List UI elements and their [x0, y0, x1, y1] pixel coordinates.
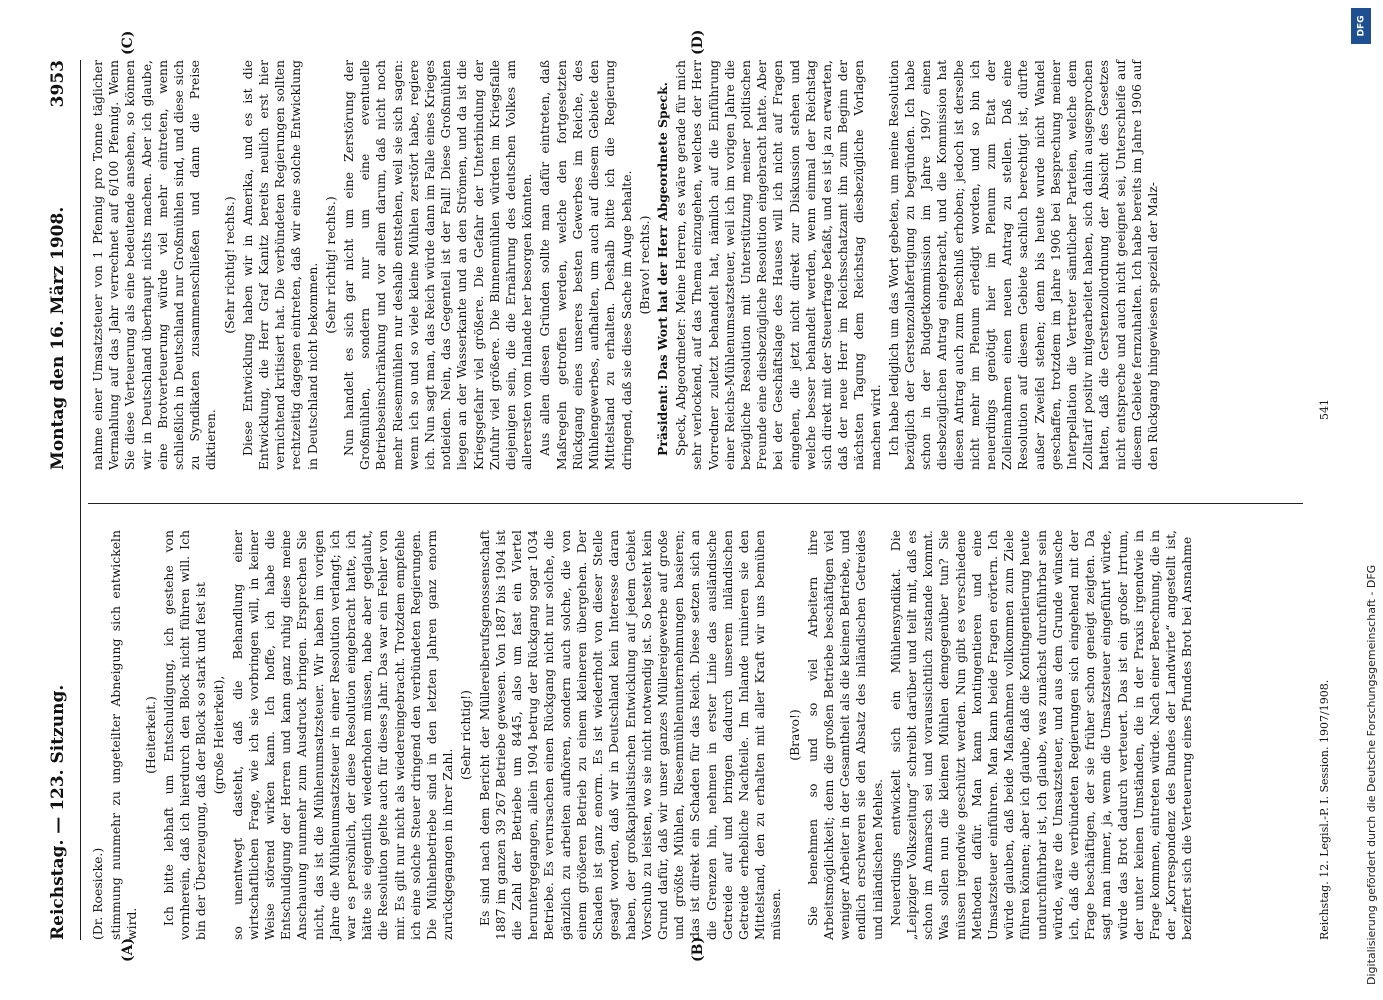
- paragraph: stimmung nunmehr zu ungeteilter Abneigung sich entwickeln wird.: [108, 530, 140, 940]
- header-rule: [80, 60, 81, 940]
- paragraph: Speck, Abgeordneter: Meine Herren, es wäre gerade für mich sehr verlockend, auf das Thema einzugehen, welches der Herr Vorredner zuletzt behandelt hat, nämlich auf die Einführung einer Reichs-Mühlenumsatzsteuer, weil ich im vorigen Jahre die bezügliche Resolution mit Unterstützung meiner politischen Freunde eine diesbezügliche Resolution eingebracht hatte. Aber bei der Geschäftslage des Hauses will ich nicht auf Fragen eingehen, die jetzt nicht direkt zur Diskussion stehen und welche besser behandelt werden, wenn einmal der Reichstag sich direkt mit der Steuerfrage befaßt, und es ist ja zu erwarten, daß der neue Herr im Reichsschatzamt ihn zum Beginn der nächsten Tagung dem Reichstag diesbezügliche Vorlagen machen wird.: [673, 60, 883, 470]
- paragraph: Ich habe lediglich um das Wort gebeten, um meine Resolution bezüglich der Gerstenzollabfertigung zu begründen. Ich habe schon in der Budgetkommission im Jahre 1907 einen diesbezüglichen Antrag eingebracht, und die Kommission hat diesen Antrag auch zum Beschluß erhoben; jedoch ist derselbe nicht mehr im Plenum erledigt worden, und so bin ich neuerdings genötigt hier im Plenum zum Etat der Zolleinnahmen einen neuen Antrag zu stellen. Daß eine Resolution auf diesem Gebiete sachlich berechtigt ist, dürfte außer Zweifel stehen; denn bis heute wurde nicht Wandel geschaffen, trotzdem im Jahre 1906 bei Besprechung meiner Interpellation die Vertreter sämtlicher Parteien, welche dem Zolltarif positiv mitgearbeitet haben, sich dahin ausgesprochen hatten, daß die Gerstenzollordnung der Absicht des Gesetzes nicht entspreche und auch nicht geeignet sei, Unterschleife auf diesem Gebiete fernzuhalten. Ich habe bereits im Jahre 1906 auf den Rückgang hingewiesen speziell der Malz-: [885, 60, 1160, 470]
- interjection: (Bravo! rechts.): [636, 215, 652, 315]
- paragraph: Sie benehmen so und so viel Arbeitern ihre Arbeitsmöglichkeit; denn die großen Betriebe beschäftigen viel weniger Arbeiter in der Gesamtheit als die kleinen Betriebe, und endlich erschweren sie den Absatz des inländischen Getreides und inländischen Mehles.: [804, 530, 885, 940]
- paragraph: Es sind nach dem Bericht der Müllereiberufsgenossenschaft 1887 im ganzen 39 267 Betriebe gewesen. Von 1887 bis 1904 ist die Zahl der Betriebe um 8445, also um fast ein Viertel heruntergegangen, allein 1904 betrug der Rückgang sogar 1034 Betriebe. Es verursachen einen Rückgang nicht nur solche, die gänzlich zu arbeiten aufhören, sondern auch solche, die von einem größeren Betrieb zu einem kleineren übergehen. Der Schaden ist ganz enorm. Es ist wiederholt von dieser Stelle gesagt worden, daß wir in Deutschland kein Interesse daran haben, der großkapitalistischen Entwicklung auf jedem Gebiet Vorschub zu leisten, wo sie nicht notwendig ist. So besteht kein Grund dafür, daß wir unser ganzes Müllereigewerbe auf große und größte Mühlen, Riesenmühlenunternehmungen basieren; das ist direkt ein Schaden für das Reich. Diese setzen sich an die Grenzen hin, nehmen in erster Linie das ausländische Getreide auf und bringen dadurch unserem inländischen Getreide erhebliche Nachteile. Im Inlande ruinieren sie den Mittelstand, den zu erhalten mit aller Kraft wir uns bemühen müssen.: [476, 530, 784, 940]
- president-speech: Präsident: Das Wort hat der Herr Abgeordnete Speck.: [654, 82, 670, 456]
- column-divider: [88, 503, 1303, 504]
- margin-marker-a: (A): [120, 937, 136, 962]
- digitization-stamp: [1341, 0, 1378, 1000]
- dfg-logo: [1351, 8, 1371, 44]
- dfg-logo-text: DFG: [1356, 15, 1367, 37]
- paragraph: nahme einer Umsatzsteuer von 1 Pfennig pro Tonne täglicher Vermahlung auf das Jahr verrechnet auf 6/100 Pfennig. Wenn Sie diese Verteuerung als eine bedeutende ansehen, so können wir in Deutschland überhaupt nichts machen. Aber ich glaube, eine Brotverteuerung würde viel mehr eintreten, wenn schließlich in Deutschland nur Großmühlen sind, und diese sich zu Syndikaten zusammenschließen und dann die Preise diktieren.: [90, 60, 219, 470]
- header-page-number: 3953: [48, 60, 68, 108]
- speaker-attribution: (Dr. Roesicke.): [90, 847, 105, 940]
- interjection: (Sehr richtig!): [458, 690, 474, 780]
- interjection: (Sehr richtig! rechts.): [322, 196, 338, 334]
- margin-marker-c: (C): [120, 30, 136, 55]
- page-header: [40, 60, 76, 940]
- header-session: Reichstag. — 123. Sitzung.: [48, 684, 68, 940]
- margin-marker-d: (D): [690, 29, 706, 55]
- left-column: [90, 530, 1300, 940]
- paragraph: Aus allen diesen Gründen sollte man dafür eintreten, daß Maßregeln getroffen werden, welche den fortgesetzten Rückgang eines unseres besten Gewerbes im Reiche, des Mühlengewerbes, aufhalten, um auch auf diesem Gebiete den Mittelstand zu erhalten. Deshalb bitte ich die Regierung dringend, daß sie diese Sache im Auge behalte.: [537, 60, 634, 470]
- paragraph: Neuerdings entwickelt sich ein Mühlensyndikat. Die „Leipziger Volkszeitung“ schreibt darüber und teilt mit, daß es schon im Anmarsch sei und voraussichtlich zustande kommt. Was sollen nun die kleinen Mühlen demgegenüber tun? Sie müssen irgendwie geschützt werden. Nun gibt es verschiedene Methoden dafür. Man kann kontingentieren und eine Umsatzsteuer einführen. Man kann beide Fragen erörtern. Ich würde glauben, daß beide Maßnahmen vollkommen zum Ziele führen können; aber ich glaube, daß die Kontingentierung heute undurchführbar ist, ich glaube, was zunächst durchführbar sein würde, wäre die Umsatzsteuer, und aus dem Grunde wünsche ich, daß die verbündeten Regierungen sich eingehend mit der Frage beschäftigen, der sie früher schon geneigt zeigten. Da sagt man immer, ja, wenn die Umsatzsteuer eingeführt würde, würde das Brot dadurch verteuert. Das ist ein großer Irrtum, der unter keinen Umständen, die in der Praxis irgendwie in Frage kommen, eintreten würde. Nach einer Berechnung, die in der „Korrespondenz des Bundes der Landwirte“ angestellt ist, beziffert sich die Verteuerung eines Pfundes Brot bei Ansnahme: [887, 530, 1195, 940]
- interjection: (Sehr richtig! rechts.): [221, 196, 237, 334]
- interjection: (große Heiterkeit),: [211, 675, 227, 795]
- paragraph: so unentwegt dasteht, daß die Behandlung einer wirtschaftlichen Frage, wie ich sie vorbringen will, in keiner Weise störend wirken kann. Ich hoffe, ich habe die Entschuldigung der Herren und kann ganz ruhig diese meine Anschauung nunmehr zum Ausdruck bringen. Ersprechen Sie nicht, das ist die Mühlenumsatzsteuer. Wir haben im vorigen Jahre die Mühlenumsatzsteuer in einer Resolution verlangt; ich war es persönlich, der diese Resolution eingebracht hatte, ich hätte sie eigentlich wiederholen müssen, habe aber geglaubt, die Resolution gelte auch für dieses Jahr. Das war ein Fehler von mir. Es gilt nur nicht als wiedereingebracht. Trotzdem empfehle ich eine solche Steuer dringend den verbündeten Regierungen. Die Mühlenbetriebe sind in den letzten Jahren ganz enorm zurückgegangen in ihrer Zahl.: [229, 530, 456, 940]
- interjection: (Heiterkeit.): [142, 696, 158, 774]
- header-date: Montag den 16. März 1908.: [48, 206, 68, 470]
- margin-marker-b: (B): [690, 936, 706, 962]
- paragraph: Diese Entwicklung haben wir in Amerika, und es ist die Entwicklung, die Herr Graf Kanitz bereits neulich erst hier vernichtend kritisiert hat. Die verbündeten Regierungen sollten rechtzeitig dagegen eintreten, daß wir eine solche Entwicklung in Deutschland nicht bekommen.: [239, 60, 320, 470]
- paragraph: Ich bitte lebhaft um Entschuldigung, ich gestehe von vornherein, daß ich hierdurch den Block nicht führen will. Ich bin der Überzeugung, daß der Block so stark und fest ist: [160, 530, 209, 940]
- footer-legislature: Reichstag. 12. Legisl.-P. I. Session. 1907/1908.: [1318, 679, 1331, 940]
- stamp-text: Digitalisierung gefördert durch die Deutsche Forschungsgemeinschaft - DFG: [1365, 564, 1378, 985]
- footer-page-number: 541: [1318, 399, 1331, 420]
- right-column: [90, 60, 1300, 470]
- interjection: (Bravo!): [786, 709, 802, 761]
- paragraph: Nun handelt es sich gar nicht um eine Zerstörung der Großmühlen, sondern nur um eine eventuelle Betriebseinschränkung und vor allem darum, daß nicht noch mehr Riesenmühlen nur deshalb entstehen, weil sie sich sagen: wenn ich so und so viele kleine Mühlen zerstört habe, regiere ich. Nun sagt man, das Reich würde dann im Falle eines Krieges notleiden. Nein, das Gegenteil ist der Fall! Diese Großmühlen liegen an der Wasserkante und an den Strömen, und da ist die Kriegsgefahr viel größere. Die Gefahr der Unterbindung der Zufuhr viel größere. Die Binnenmühlen würden im Kriegsfalle diejenigen sein, die die Ernährung des deutschen Volkes am allerersten vom Inlande her besorgen könnten.: [341, 60, 535, 470]
